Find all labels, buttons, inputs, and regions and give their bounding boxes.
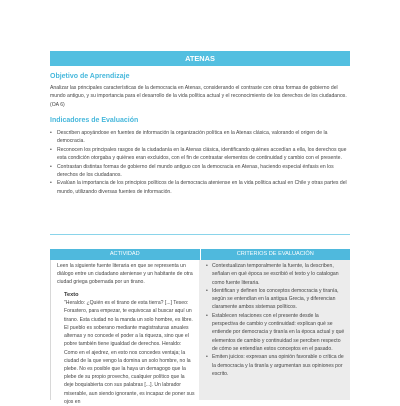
bullet-icon: •	[206, 312, 208, 319]
activity-cell	[50, 260, 199, 405]
indicator-text: Reconocen los principales rasgos de la ciudadanía en la Atenas clásica, identificando quiénes accedían a ella, los derechos que esta condición otorgaba y quiénes eran excluidos, con el fin de contrastar elementos de continuidad y cambio con el presente.	[57, 146, 347, 162]
criteria-item	[206, 312, 346, 353]
bullet-icon: •	[50, 180, 52, 187]
texto-body: "Heraldo: ¿Quién es el tirano de esta tierra? [...] Teseo: Forastero, para empezar, te equivocas al buscar aquí un tirano. Esta ciudad no la manda un solo hombre, es libre. El pueblo es soberano mediante magistraturas anuales alternas y no concede el poder a la riqueza, sino que el pobre también tiene igualdad de derechos. Heraldo: Como en el ajedrez, en esto nos concedes ventaja; la ciudad de la que vengo la domina un solo hombre, no la plebe. No es posible que la haya un demagogo que la plebe de su propio provecho, cualquier político que la deje boquiabierta con sus palabras [...]. Un labrador miserable, aun siendo ignorante, es incapaz de poner sus ojos en	[64, 300, 195, 405]
activity-intro: Leen la siguiente fuente literaria en que se representa un diálogo entre un ciudadano ateniense y un habitante de otra ciudad griega gobernada por un tirano.	[57, 263, 193, 286]
bullet-icon: •	[50, 130, 52, 136]
criteria-text: Contextualizan temporalmente la fuente, la describen, señalan en qué época se escribió el texto y lo catalogan como fuente literaria.	[212, 263, 339, 286]
criteria-text: Emiten juicios: expresan una opinión favorable o crítica de la democracia y la tiranía y argumentan sus opiniones por escrito.	[212, 354, 344, 377]
bullet-icon: •	[206, 287, 208, 294]
objective-heading: Objetivo de Aprendizaje	[50, 73, 130, 80]
indicator-item	[50, 179, 350, 196]
bullet-icon: •	[206, 354, 208, 361]
criteria-item	[206, 353, 346, 378]
objective-text: Analizar las principales características de la democracia en Atenas, considerando el contraste con otras formas de gobierno del mundo antiguo, y su importancia para el desarrollo de la vida política actual y el reconocimiento de los derechos de los ciudadanos. (OA 6)	[50, 85, 347, 108]
indicators-heading: Indicadores de Evaluación	[50, 117, 139, 124]
criteria-column-header: CRITERIOS DE EVALUACIÓN	[200, 249, 351, 260]
bullet-icon: •	[50, 146, 52, 153]
bullet-icon: •	[50, 163, 52, 170]
criteria-list	[199, 260, 350, 378]
indicator-item	[50, 146, 350, 163]
indicator-item	[50, 129, 350, 146]
bullet-icon: •	[206, 263, 208, 269]
indicator-text: Describen apoyándose en fuentes de información la organización política en la Atenas clásica, valorando el origen de la democracia.	[57, 130, 328, 145]
section-divider	[50, 234, 350, 235]
criteria-text: Establecen relaciones con el presente desde la perspectiva de cambio y continuidad: explican qué se entiende por democracia y tiranía en la época actual y qué elementos de cambio y continuidad se perciben respecto de cómo se entendían estos conceptos en el pasado.	[212, 312, 345, 352]
table-header	[50, 249, 350, 260]
indicators-list	[50, 129, 350, 196]
criteria-item	[206, 262, 346, 287]
indicator-text: Contrastan distintas formas de gobierno del mundo antiguo con la democracia en Atenas, haciendo especial énfasis en los derechos de los ciudadanos.	[57, 163, 334, 179]
page-title: ATENAS	[50, 51, 350, 66]
criteria-item	[206, 287, 346, 312]
criteria-text: Identifican y definen los conceptos democracia y tiranía, según se entendían en la antigua Grecia, y diferencian claramente ambos sistemas políticos.	[212, 287, 339, 311]
activity-column-header: ACTIVIDAD	[50, 249, 200, 260]
indicator-item	[50, 163, 350, 180]
criteria-cell	[199, 260, 350, 400]
texto-label: Texto	[64, 292, 79, 299]
indicator-text: Evalúan la importancia de los principios políticos de la democracia ateniense en la vida política actual en Chile y otras partes del mundo, utilizando diversas fuentes de información.	[57, 180, 347, 195]
